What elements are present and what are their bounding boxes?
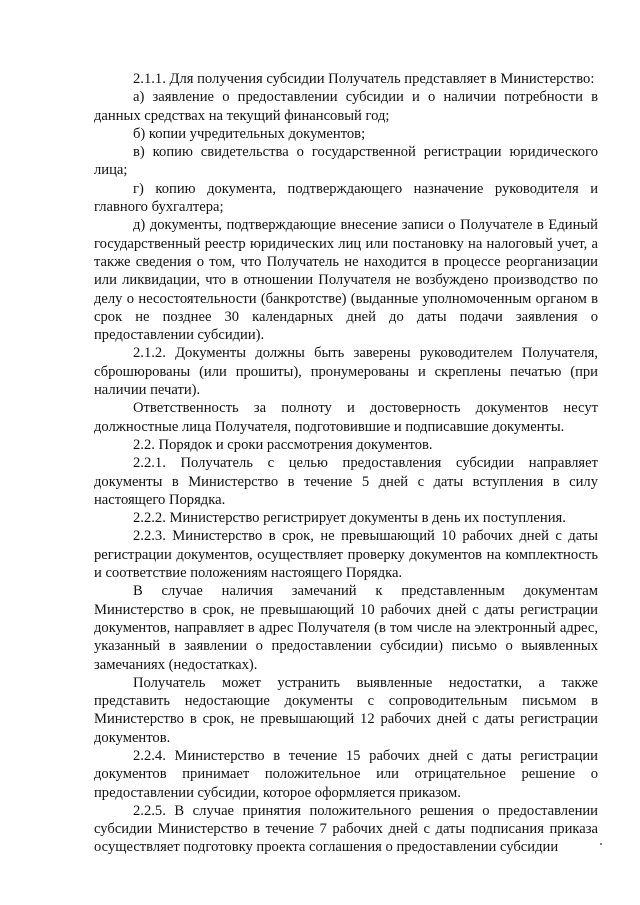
document-body: [94, 70, 598, 857]
paragraph-item-b: б) копии учредительных документов;: [133, 125, 366, 142]
paragraph-2-1-1: 2.1.1. Для получения субсидии Получатель представляет в Министерство:: [133, 71, 595, 87]
paragraph-2-2-4: 2.2.4. Министерство в течение 15 рабочих дней с даты регистрации документов принимает положительное или отрицательное решение о предоставлении субсидии, которое оформляется приказом.: [94, 747, 598, 801]
paragraph-2-2: 2.2. Порядок и сроки рассмотрения документов.: [133, 436, 433, 453]
paragraph-responsibility: Ответственность за полноту и достоверность документов несут должностные лица Получателя, подготовившие и подписавшие документы.: [94, 400, 598, 435]
paragraph-2-2-1: 2.2.1. Получатель с целью предоставления субсидии направляет документы в Министерство в течение 5 дней с даты вступления в силу настоящего Порядка.: [94, 455, 598, 508]
paragraph-remarks: В случае наличия замечаний к представленным документам Министерство в срок, не превышающий 10 рабочих дней с даты регистрации документов, направляет в адрес Получателя (в том числе на электронный адрес, указанный в заявлении о предоставлении субсидии) письмо о выявленных замечаниях (недостатках).: [94, 583, 598, 673]
paragraph-recipient-fix: Получатель может устранить выявленные недостатки, а также представить недостающие документы с сопроводительным письмом в Министерство в срок, не превышающий 12 рабочих дней с даты регистрации документов.: [94, 674, 598, 746]
paragraph-item-g: г) копию документа, подтверждающего назначение руководителя и главного бухгалтера;: [94, 180, 598, 216]
paragraph-item-v: в) копию свидетельства о государственной регистрации юридического лица;: [94, 144, 598, 179]
paragraph-2-2-2: 2.2.2. Министерство регистрирует документы в день их поступления.: [133, 510, 566, 527]
paragraph-item-a: а) заявление о предоставлении субсидии и о наличии потребности в данных средствах на текущий финансовый год;: [94, 89, 598, 124]
paragraph-2-2-3: 2.2.3. Министерство в срок, не превышающий 10 рабочих дней с даты регистрации документов, осуществляет проверку документов на комплектность и соответствие положениям настоящего Порядка.: [94, 528, 598, 582]
paragraph-2-1-2: 2.1.2. Документы должны быть заверены руководителем Получателя, сброшюрованы (или прошиты), пронумерованы и скреплены печатью (при наличии печати).: [94, 345, 598, 399]
scan-dot: [600, 843, 602, 845]
paragraph-item-d: д) документы, подтверждающие внесение записи о Получателе в Единый государственный реестр юридических лиц или постановку на налоговый учет, а также сведения о том, что Получатель не находится в процессе реорганизации или ликвидации, что в отношении Получателя не возбуждено производство по делу о несостоятельности (банкротстве) (выданные уполномоченным органом в срок не позднее 30 календарных дней до даты подачи заявления о предоставлении субсидии).: [94, 217, 598, 344]
paragraph-2-2-5: 2.2.5. В случае принятия положительного решения о предоставлении субсидии Министерство в течение 7 рабочих дней с даты подписания приказа осуществляет подготовку проекта соглашения о предоставлении субсидии: [94, 802, 598, 856]
